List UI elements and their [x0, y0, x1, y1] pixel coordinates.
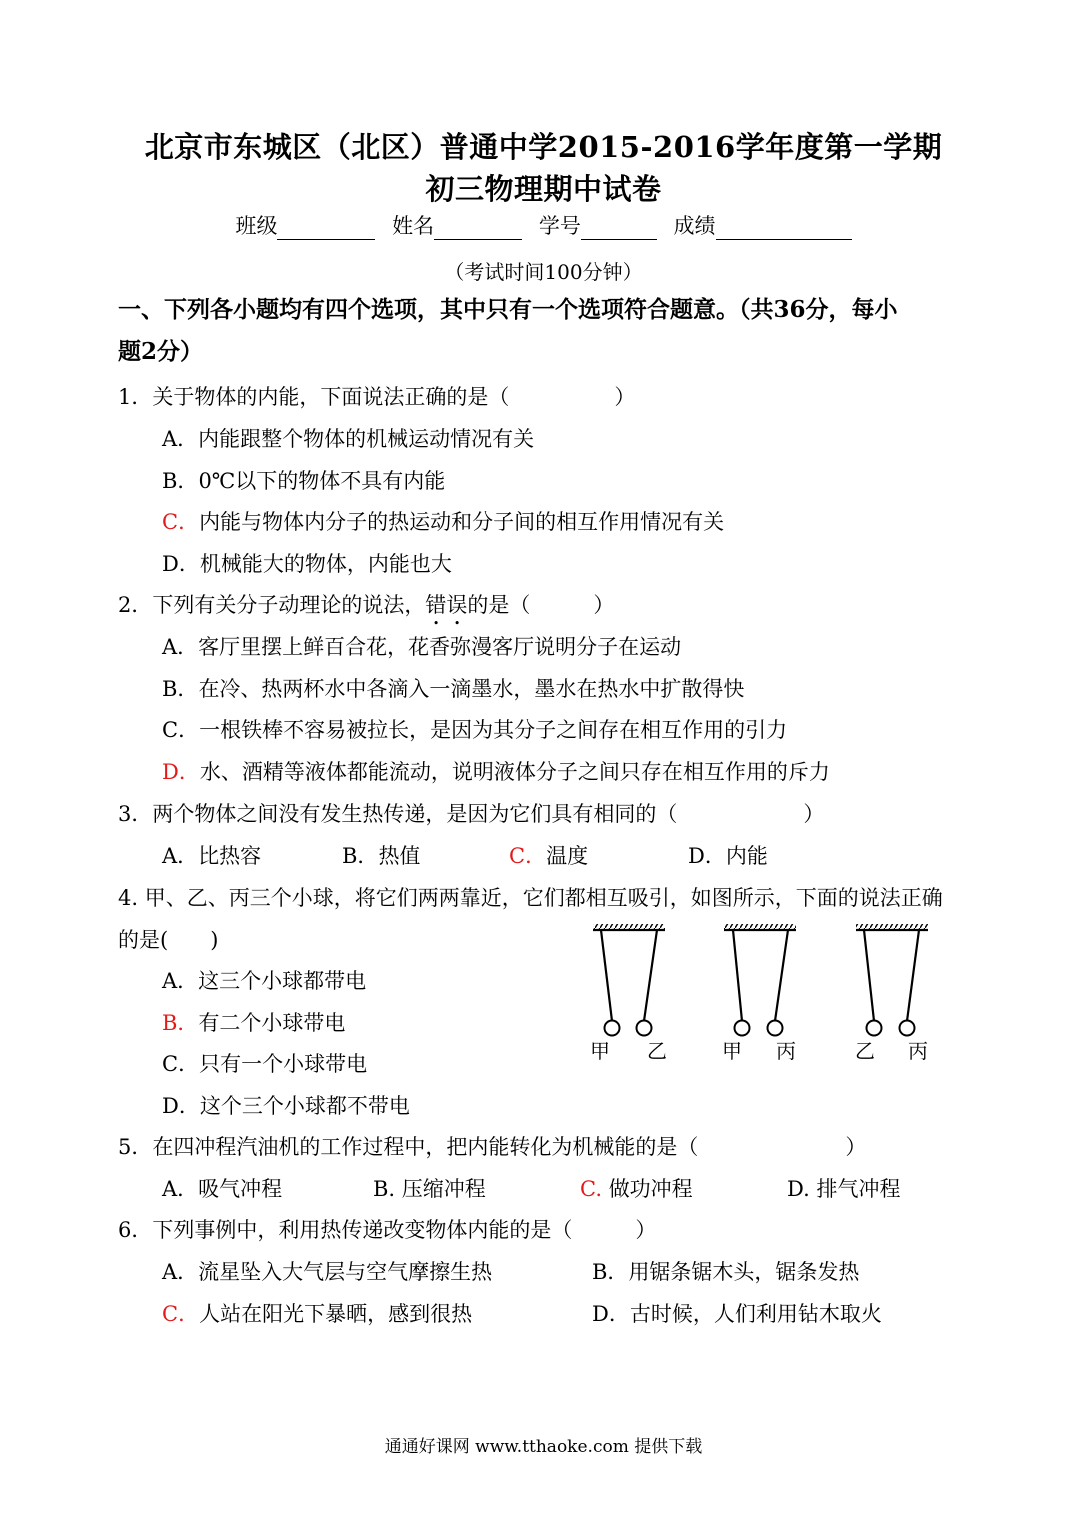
q6-option-c[interactable]	[162, 1298, 472, 1328]
q1-option-c[interactable]	[162, 506, 724, 536]
number-label: 学号	[538, 214, 581, 238]
pendulum-pair-1	[590, 924, 667, 1063]
option-text: 热值	[378, 844, 421, 868]
option-letter: B.	[373, 1177, 396, 1201]
string	[601, 930, 612, 1021]
exam-title-line1: 北京市东城区（北区）普通中学2015-2016学年度第一学期	[144, 130, 943, 164]
q4-option-c[interactable]	[162, 1048, 367, 1078]
option-text: 机械能大的物体，内能也大	[199, 552, 452, 576]
ball-label: 乙	[647, 1039, 667, 1063]
section-heading-line1: 一、下列各小题均有四个选项，其中只有一个选项符合题意。（共36分，每小	[118, 296, 898, 323]
option-text: 人站在阳光下暴晒，感到很热	[199, 1302, 473, 1326]
q3-option-a[interactable]	[162, 840, 261, 870]
option-text: 0℃以下的物体不具有内能	[198, 469, 446, 493]
string	[644, 930, 657, 1021]
option-letter: C．	[162, 718, 200, 742]
q5-option-a[interactable]	[162, 1173, 282, 1203]
q4-option-b[interactable]	[162, 1007, 345, 1037]
q3-option-b[interactable]	[342, 840, 420, 870]
string	[907, 930, 919, 1021]
option-text: 只有一个小球带电	[199, 1052, 368, 1076]
option-letter: C．	[162, 1052, 200, 1076]
option-text: 温度	[546, 844, 589, 868]
name-blank[interactable]	[434, 217, 522, 240]
q4-option-d[interactable]	[162, 1090, 410, 1120]
option-letter-answer-mark: D．	[162, 760, 200, 784]
ball-label: 乙	[855, 1039, 875, 1063]
q1-option-a[interactable]	[162, 423, 534, 453]
class-label: 班级	[235, 214, 278, 238]
ball	[900, 1021, 915, 1036]
q6-option-b[interactable]	[592, 1256, 859, 1286]
stem-text: 的是（ ）	[467, 593, 615, 617]
option-text: 这个三个小球都不带电	[199, 1094, 410, 1118]
q1-option-d[interactable]	[162, 548, 452, 578]
option-letter-answer-mark: C.	[580, 1177, 602, 1201]
string	[733, 930, 742, 1021]
option-letter: A．	[162, 635, 199, 659]
option-text: 排气冲程	[816, 1177, 901, 1201]
ball	[637, 1021, 652, 1036]
option-text: 用锯条锯木头，锯条发热	[628, 1260, 860, 1284]
q6-option-d[interactable]	[592, 1298, 882, 1328]
q6-option-a[interactable]	[162, 1256, 492, 1286]
exam-title-line2: 初三物理期中试卷	[425, 172, 662, 206]
ball-label: 丙	[908, 1039, 928, 1063]
option-text: 内能与物体内分子的热运动和分子间的相互作用情况有关	[199, 510, 725, 534]
option-text: 一根铁棒不容易被拉长，是因为其分子之间存在相互作用的引力	[199, 718, 788, 742]
option-letter: D.	[787, 1177, 810, 1201]
option-letter: A．	[162, 1177, 199, 1201]
q3-option-d[interactable]	[688, 840, 768, 870]
name-label: 姓名	[392, 214, 435, 238]
q3-option-c[interactable]	[509, 840, 588, 870]
string	[775, 930, 788, 1021]
charged-balls-figure	[585, 920, 945, 1070]
option-text: 做功冲程	[608, 1177, 693, 1201]
option-letter: D．	[688, 844, 726, 868]
section-heading-line2: 题2分）	[118, 338, 204, 365]
stem-emphasis: 错误	[425, 593, 468, 617]
option-letter: B．	[342, 844, 379, 868]
question-1-stem: 1．关于物体的内能，下面说法正确的是（ ）	[118, 385, 636, 409]
pendulum-pair-2	[722, 924, 796, 1063]
option-text: 这三个小球都带电	[198, 969, 367, 993]
class-blank[interactable]	[277, 217, 375, 240]
stem-text: 2．下列有关分子动理论的说法，	[118, 593, 426, 617]
score-label: 成绩	[673, 214, 716, 238]
option-text: 吸气冲程	[198, 1177, 283, 1201]
q5-option-c[interactable]	[580, 1173, 693, 1203]
q4-option-a[interactable]	[162, 965, 366, 995]
q2-option-b[interactable]	[162, 673, 744, 703]
option-letter: A．	[162, 844, 199, 868]
q5-option-b[interactable]	[373, 1173, 486, 1203]
option-text: 流星坠入大气层与空气摩擦生热	[198, 1260, 493, 1284]
option-letter: D．	[162, 552, 200, 576]
section-heading	[118, 289, 978, 373]
option-letter: A．	[162, 427, 199, 451]
option-letter: D．	[592, 1302, 630, 1326]
ball	[735, 1021, 750, 1036]
option-letter: D．	[162, 1094, 200, 1118]
option-letter: B．	[592, 1260, 629, 1284]
exam-time-note: （考试时间100分钟）	[444, 260, 643, 284]
q5-option-d[interactable]	[787, 1173, 900, 1203]
score-blank[interactable]	[716, 217, 852, 240]
option-letter: B．	[162, 677, 199, 701]
q2-option-d[interactable]	[162, 756, 830, 786]
question-4-stem-line2: 的是( )	[118, 928, 219, 952]
question-6-stem: 6．下列事例中，利用热传递改变物体内能的是（ ）	[118, 1218, 657, 1242]
option-letter-answer-mark: C．	[162, 1302, 200, 1326]
q2-option-a[interactable]	[162, 631, 681, 661]
footer-source-note: 通通好课网 www.tthaoke.com 提供下载	[384, 1437, 703, 1457]
pendulum-pair-3	[855, 924, 928, 1063]
option-text: 客厅里摆上鲜百合花，花香弥漫客厅说明分子在运动	[198, 635, 682, 659]
option-text: 内能	[725, 844, 768, 868]
question-2-stem	[118, 589, 614, 630]
option-text: 水、酒精等液体都能流动，说明液体分子之间只存在相互作用的斥力	[199, 760, 830, 784]
student-info-row	[0, 210, 1087, 240]
ball	[867, 1021, 882, 1036]
option-text: 压缩冲程	[401, 1177, 486, 1201]
option-letter: A．	[162, 1260, 199, 1284]
ball	[768, 1021, 783, 1036]
ball-label: 甲	[722, 1039, 742, 1063]
option-text: 在冷、热两杯水中各滴入一滴墨水，墨水在热水中扩散得快	[198, 677, 745, 701]
option-letter-answer-mark: B．	[162, 1011, 199, 1035]
ball	[605, 1021, 620, 1036]
question-4-stem-line1: 4. 甲、乙、丙三个小球，将它们两两靠近，它们都相互吸引，如图所示，下面的说法正确	[118, 886, 943, 910]
question-3-stem: 3．两个物体之间没有发生热传递，是因为它们具有相同的（ ）	[118, 802, 825, 826]
ball-label: 甲	[590, 1039, 610, 1063]
question-5-stem: 5．在四冲程汽油机的工作过程中，把内能转化为机械能的是（ ）	[118, 1135, 867, 1159]
option-letter-answer-mark: C．	[162, 510, 200, 534]
ball-label: 丙	[776, 1039, 796, 1063]
option-text: 比热容	[198, 844, 262, 868]
option-text: 古时候，人们利用钻木取火	[629, 1302, 882, 1326]
option-text: 内能跟整个物体的机械运动情况有关	[198, 427, 535, 451]
q2-option-c[interactable]	[162, 714, 787, 744]
string	[864, 930, 874, 1021]
number-blank[interactable]	[581, 217, 657, 240]
option-letter: A．	[162, 969, 199, 993]
option-letter-answer-mark: C．	[509, 844, 547, 868]
option-text: 有二个小球带电	[198, 1011, 346, 1035]
q1-option-b[interactable]	[162, 465, 445, 495]
option-letter: B．	[162, 469, 199, 493]
